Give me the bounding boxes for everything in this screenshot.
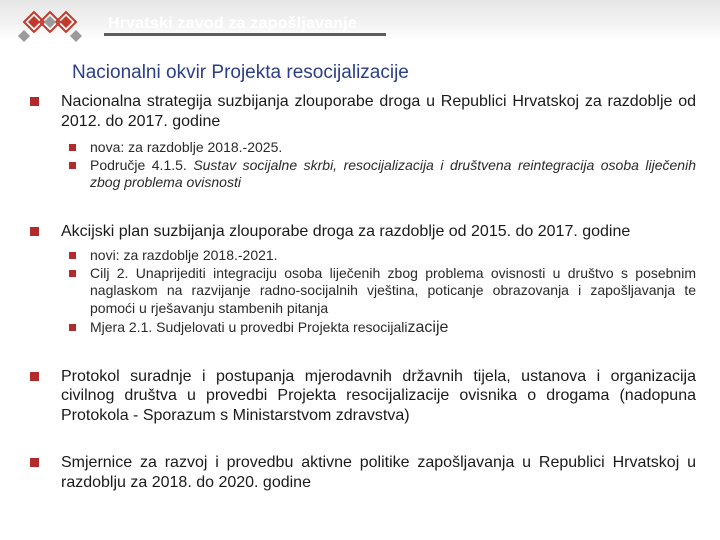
- bullet-square-icon: [69, 270, 76, 277]
- bullet-square-icon: [30, 97, 39, 106]
- list-item-text: Akcijski plan suzbijanja zlouporabe droga za razdoblje od 2015. do 2017. godine: [61, 222, 631, 240]
- list-item-text: Smjernice za razvoj i provedbu aktivne politike zapošljavanja u Republici Hrvatskoj u razdoblju za 2018. do 2020. godine: [61, 454, 696, 491]
- sub-list-item: [28, 319, 696, 337]
- sub-list-item-emphasis-text: zacije: [407, 319, 449, 336]
- list-item: [28, 453, 696, 492]
- sub-list-item-italic-text: Sustav socijalne skrbi, resocijalizacija i društvena reintegracija osoba liječenih zbog problema ovisnosti: [90, 156, 696, 190]
- organization-logo: [10, 2, 86, 42]
- slide-title: Nacionalni okvir Projekta resocijalizacije: [72, 62, 409, 83]
- list-item-text: Protokol suradnje i postupanja mjerodavnih državnih tijela, ustanova i organizacija civilnog društva u provedbi Projekta resocijalizacije ovisnika o drogama (nadopuna Protokola - Sporazum s Ministarstvom zdravstva): [61, 367, 696, 424]
- sub-list-item-text: Cilj 2. Unaprijediti integraciju osoba liječenih zbog problema ovisnosti u društvo s posebnim naglaskom na razvijanje radno-socijalnih vještina, poticanje obrazovanja i zapošljavanja te pomoći u rješavanju stambenih pitanja: [90, 264, 696, 316]
- bullet-square-icon: [30, 458, 39, 467]
- organization-name: Hrvatski zavod za zapošljavanje: [108, 13, 357, 35]
- sub-list-item: [28, 265, 696, 318]
- bullet-square-icon: [69, 324, 76, 331]
- bullet-square-icon: [30, 372, 39, 381]
- bullet-square-icon: [69, 252, 76, 259]
- sub-list-item-text: nova: za razdoblje 2018.-2025.: [90, 139, 283, 155]
- list-item: [28, 92, 696, 131]
- bullet-square-icon: [69, 162, 76, 169]
- list-item: [28, 222, 696, 242]
- sub-list-item-text: Mjera 2.1. Sudjelovati u provedbi Projekta resocijali: [90, 319, 408, 335]
- sub-list-item-text: novi: za razdoblje 2018.-2021.: [90, 247, 278, 263]
- bullet-square-icon: [69, 144, 76, 151]
- header-underline: [104, 33, 386, 36]
- slide-content: [28, 92, 696, 492]
- sub-list-item-text: Područje 4.1.5.: [90, 156, 194, 173]
- bullet-square-icon: [30, 227, 39, 236]
- sub-list-item: [28, 157, 696, 192]
- list-item: [28, 367, 696, 426]
- sub-list-item: [28, 139, 696, 157]
- sub-list-item: [28, 247, 696, 265]
- list-item-text: Nacionalna strategija suzbijanja zlouporabe droga u Republici Hrvatskoj za razdoblje od 2012. do 2017. godine: [61, 93, 696, 130]
